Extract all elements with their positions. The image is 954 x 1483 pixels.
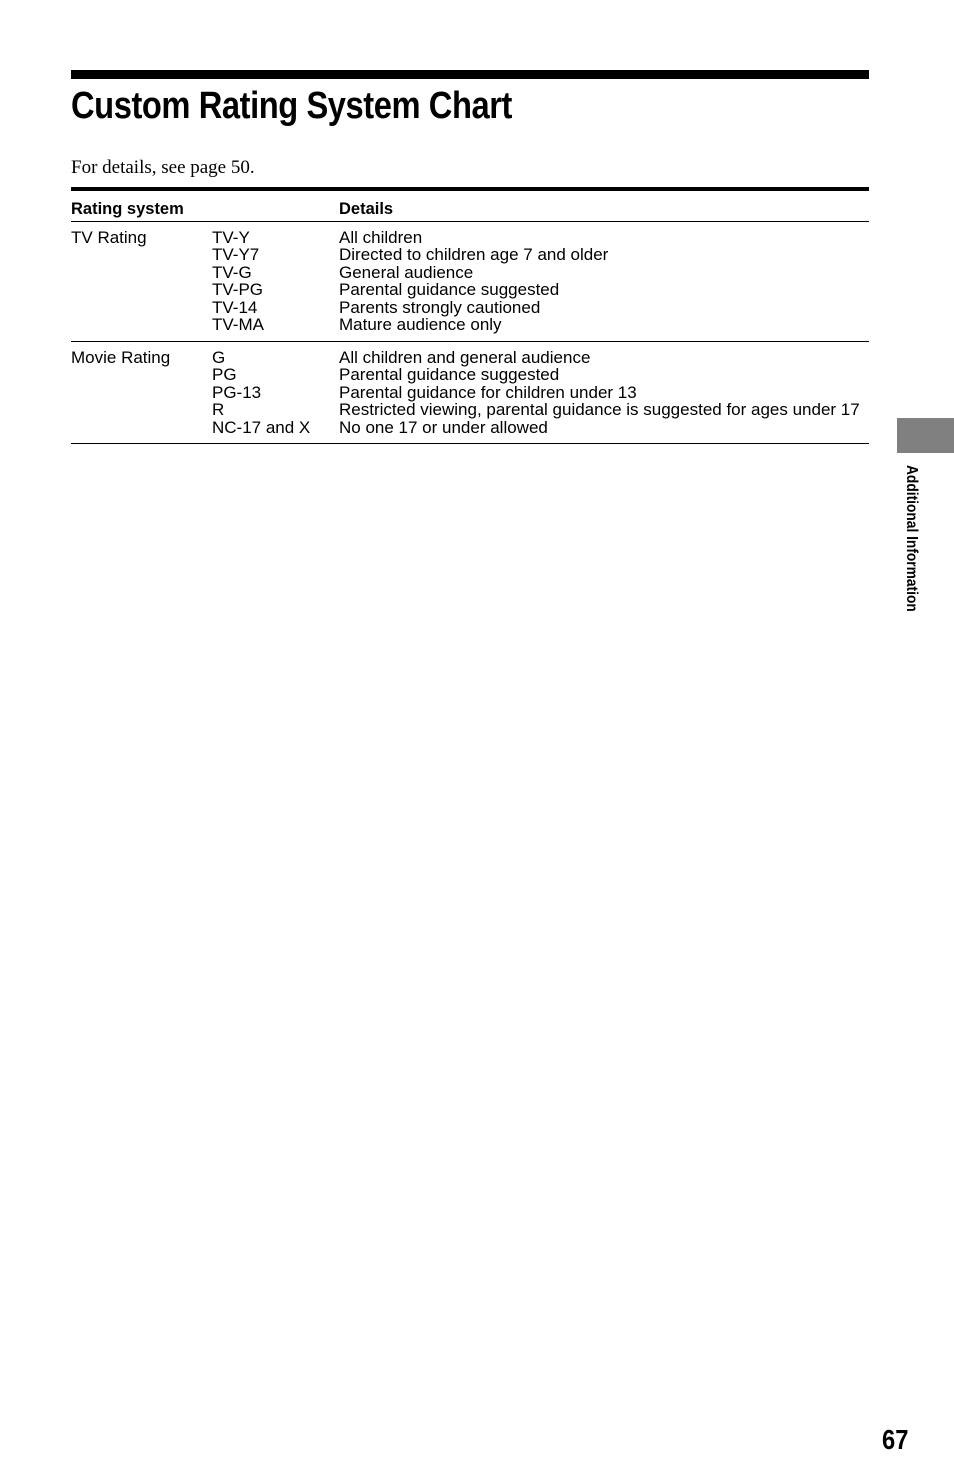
section-thumb-tab <box>897 418 954 453</box>
page-title: Custom Rating System Chart <box>71 85 512 127</box>
rating-code: TV-PG <box>212 280 264 300</box>
section-side-label-container <box>901 465 921 647</box>
rating-code: PG <box>212 365 237 385</box>
rating-code: R <box>212 400 225 420</box>
rating-code: TV-Y7 <box>212 245 260 265</box>
rating-detail: Parents strongly cautioned <box>339 297 541 317</box>
section-side-label: Additional Information <box>903 465 920 612</box>
rating-detail: Mature audience only <box>339 315 502 334</box>
header-rating-system: Rating system <box>71 200 184 218</box>
table-header-row <box>71 191 869 222</box>
rating-detail: Restricted viewing, parental guidance is suggested for ages under 17 <box>339 400 860 420</box>
rating-code: TV-MA <box>212 315 264 334</box>
title-top-rule <box>71 70 869 79</box>
rating-code: TV-Y <box>212 228 250 247</box>
rating-code: TV-14 <box>212 297 258 317</box>
rating-system-label: Movie Rating <box>71 348 171 367</box>
rating-table <box>71 187 869 444</box>
table-group-movie-rating <box>71 342 869 444</box>
rating-detail: Parental guidance suggested <box>339 365 560 385</box>
rating-system-label: TV Rating <box>71 228 147 247</box>
rating-detail: Directed to children age 7 and older <box>339 245 609 265</box>
rating-code: NC-17 and X <box>212 417 311 437</box>
rating-code: TV-G <box>212 262 252 282</box>
table-group-tv-rating <box>71 222 869 342</box>
header-details: Details <box>339 200 394 218</box>
rating-code: G <box>212 348 226 367</box>
rating-detail: All children <box>339 228 423 247</box>
intro-text: For details, see page 50. <box>71 157 255 178</box>
rating-detail: Parental guidance suggested <box>339 280 560 300</box>
rating-detail: All children and general audience <box>339 348 591 367</box>
rating-detail: Parental guidance for children under 13 <box>339 382 637 402</box>
rating-detail: No one 17 or under allowed <box>339 417 548 437</box>
rating-code: PG-13 <box>212 382 262 402</box>
rating-detail: General audience <box>339 262 474 282</box>
page-number: 67 <box>882 1424 909 1455</box>
